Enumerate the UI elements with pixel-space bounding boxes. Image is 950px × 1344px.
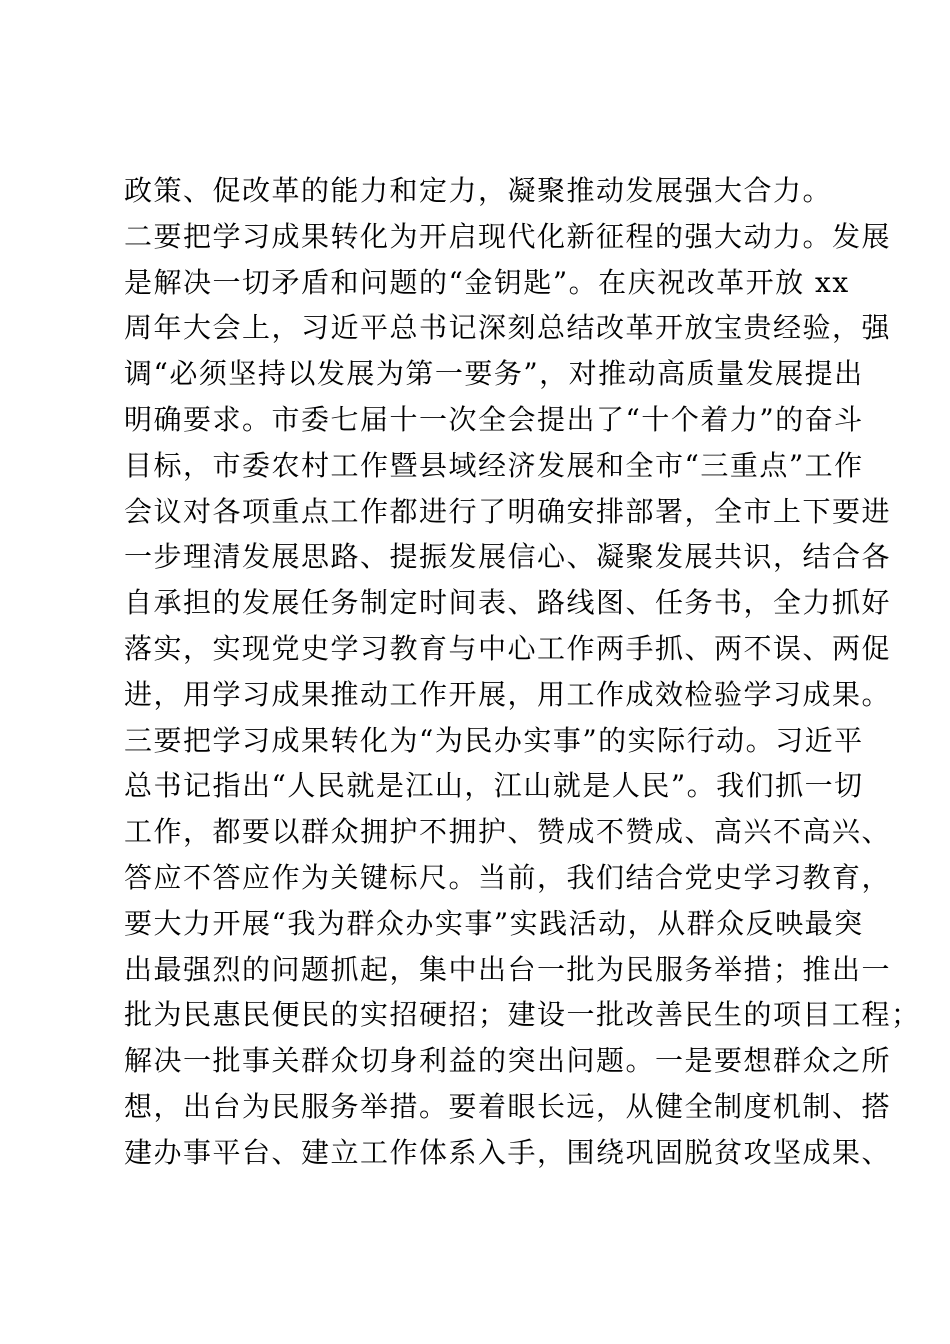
text-line: 要大力开展“我为群众办实事”实践活动，从群众反映最突 [124, 906, 864, 940]
text-line: 一步理清发展思路、提振发展信心、凝聚发展共识，结合各 [124, 540, 892, 574]
text-line: 进，用学习成果推动工作开展，用工作成效检验学习成果。 [124, 677, 892, 711]
text-line: 想，出台为民服务举措。要着眼长远，从健全制度机制、搭 [124, 1089, 892, 1123]
text-line: 二要把学习成果转化为开启现代化新征程的强大动力。发展 [124, 219, 892, 253]
text-line: 政策、促改革的能力和定力，凝聚推动发展强大合力。 [124, 174, 833, 207]
text-line: 总书记指出“人民就是江山，江山就是人民”。我们抓一切 [124, 769, 864, 803]
text-line: 三要把学习成果转化为“为民办实事”的实际行动。习近平 [124, 723, 864, 757]
text-line: 调“必须坚持以发展为第一要务”，对推动高质量发展提出 [124, 357, 864, 391]
text-line: 会议对各项重点工作都进行了明确安排部署，全市上下要进 [124, 494, 892, 528]
text-line: 出最强烈的问题抓起，集中出台一批为民服务举措；推出一 [124, 952, 892, 986]
text-line: 工作，都要以群众拥护不拥护、赞成不赞成、高兴不高兴、 [124, 815, 892, 849]
body-text [124, 168, 921, 1176]
text-line: 解决一批事关群众切身利益的突出问题。一是要想群众之所 [124, 1044, 892, 1078]
text-line: 答应不答应作为关键标尺。当前，我们结合党史学习教育， [124, 860, 892, 894]
text-line: 自承担的发展任务制定时间表、路线图、任务书，全力抓好 [124, 586, 892, 620]
text-line: 目标，市委农村工作暨县域经济发展和全市“三重点”工作 [124, 448, 864, 482]
text-line: 周年大会上，习近平总书记深刻总结改革开放宝贵经验，强 [124, 311, 892, 345]
text-line: 批为民惠民便民的实招硬招；建设一批改善民生的项目工程； [124, 998, 921, 1032]
text-line: 是解决一切矛盾和问题的“金钥匙”。在庆祝改革开放 xx [124, 265, 850, 299]
text-line: 落实，实现党史学习教育与中心工作两手抓、两不误、两促 [124, 631, 892, 665]
text-line: 明确要求。市委七届十一次全会提出了“十个着力”的奋斗 [124, 402, 864, 436]
text-line: 建办事平台、建立工作体系入手，围绕巩固脱贫攻坚成果、 [124, 1135, 892, 1169]
